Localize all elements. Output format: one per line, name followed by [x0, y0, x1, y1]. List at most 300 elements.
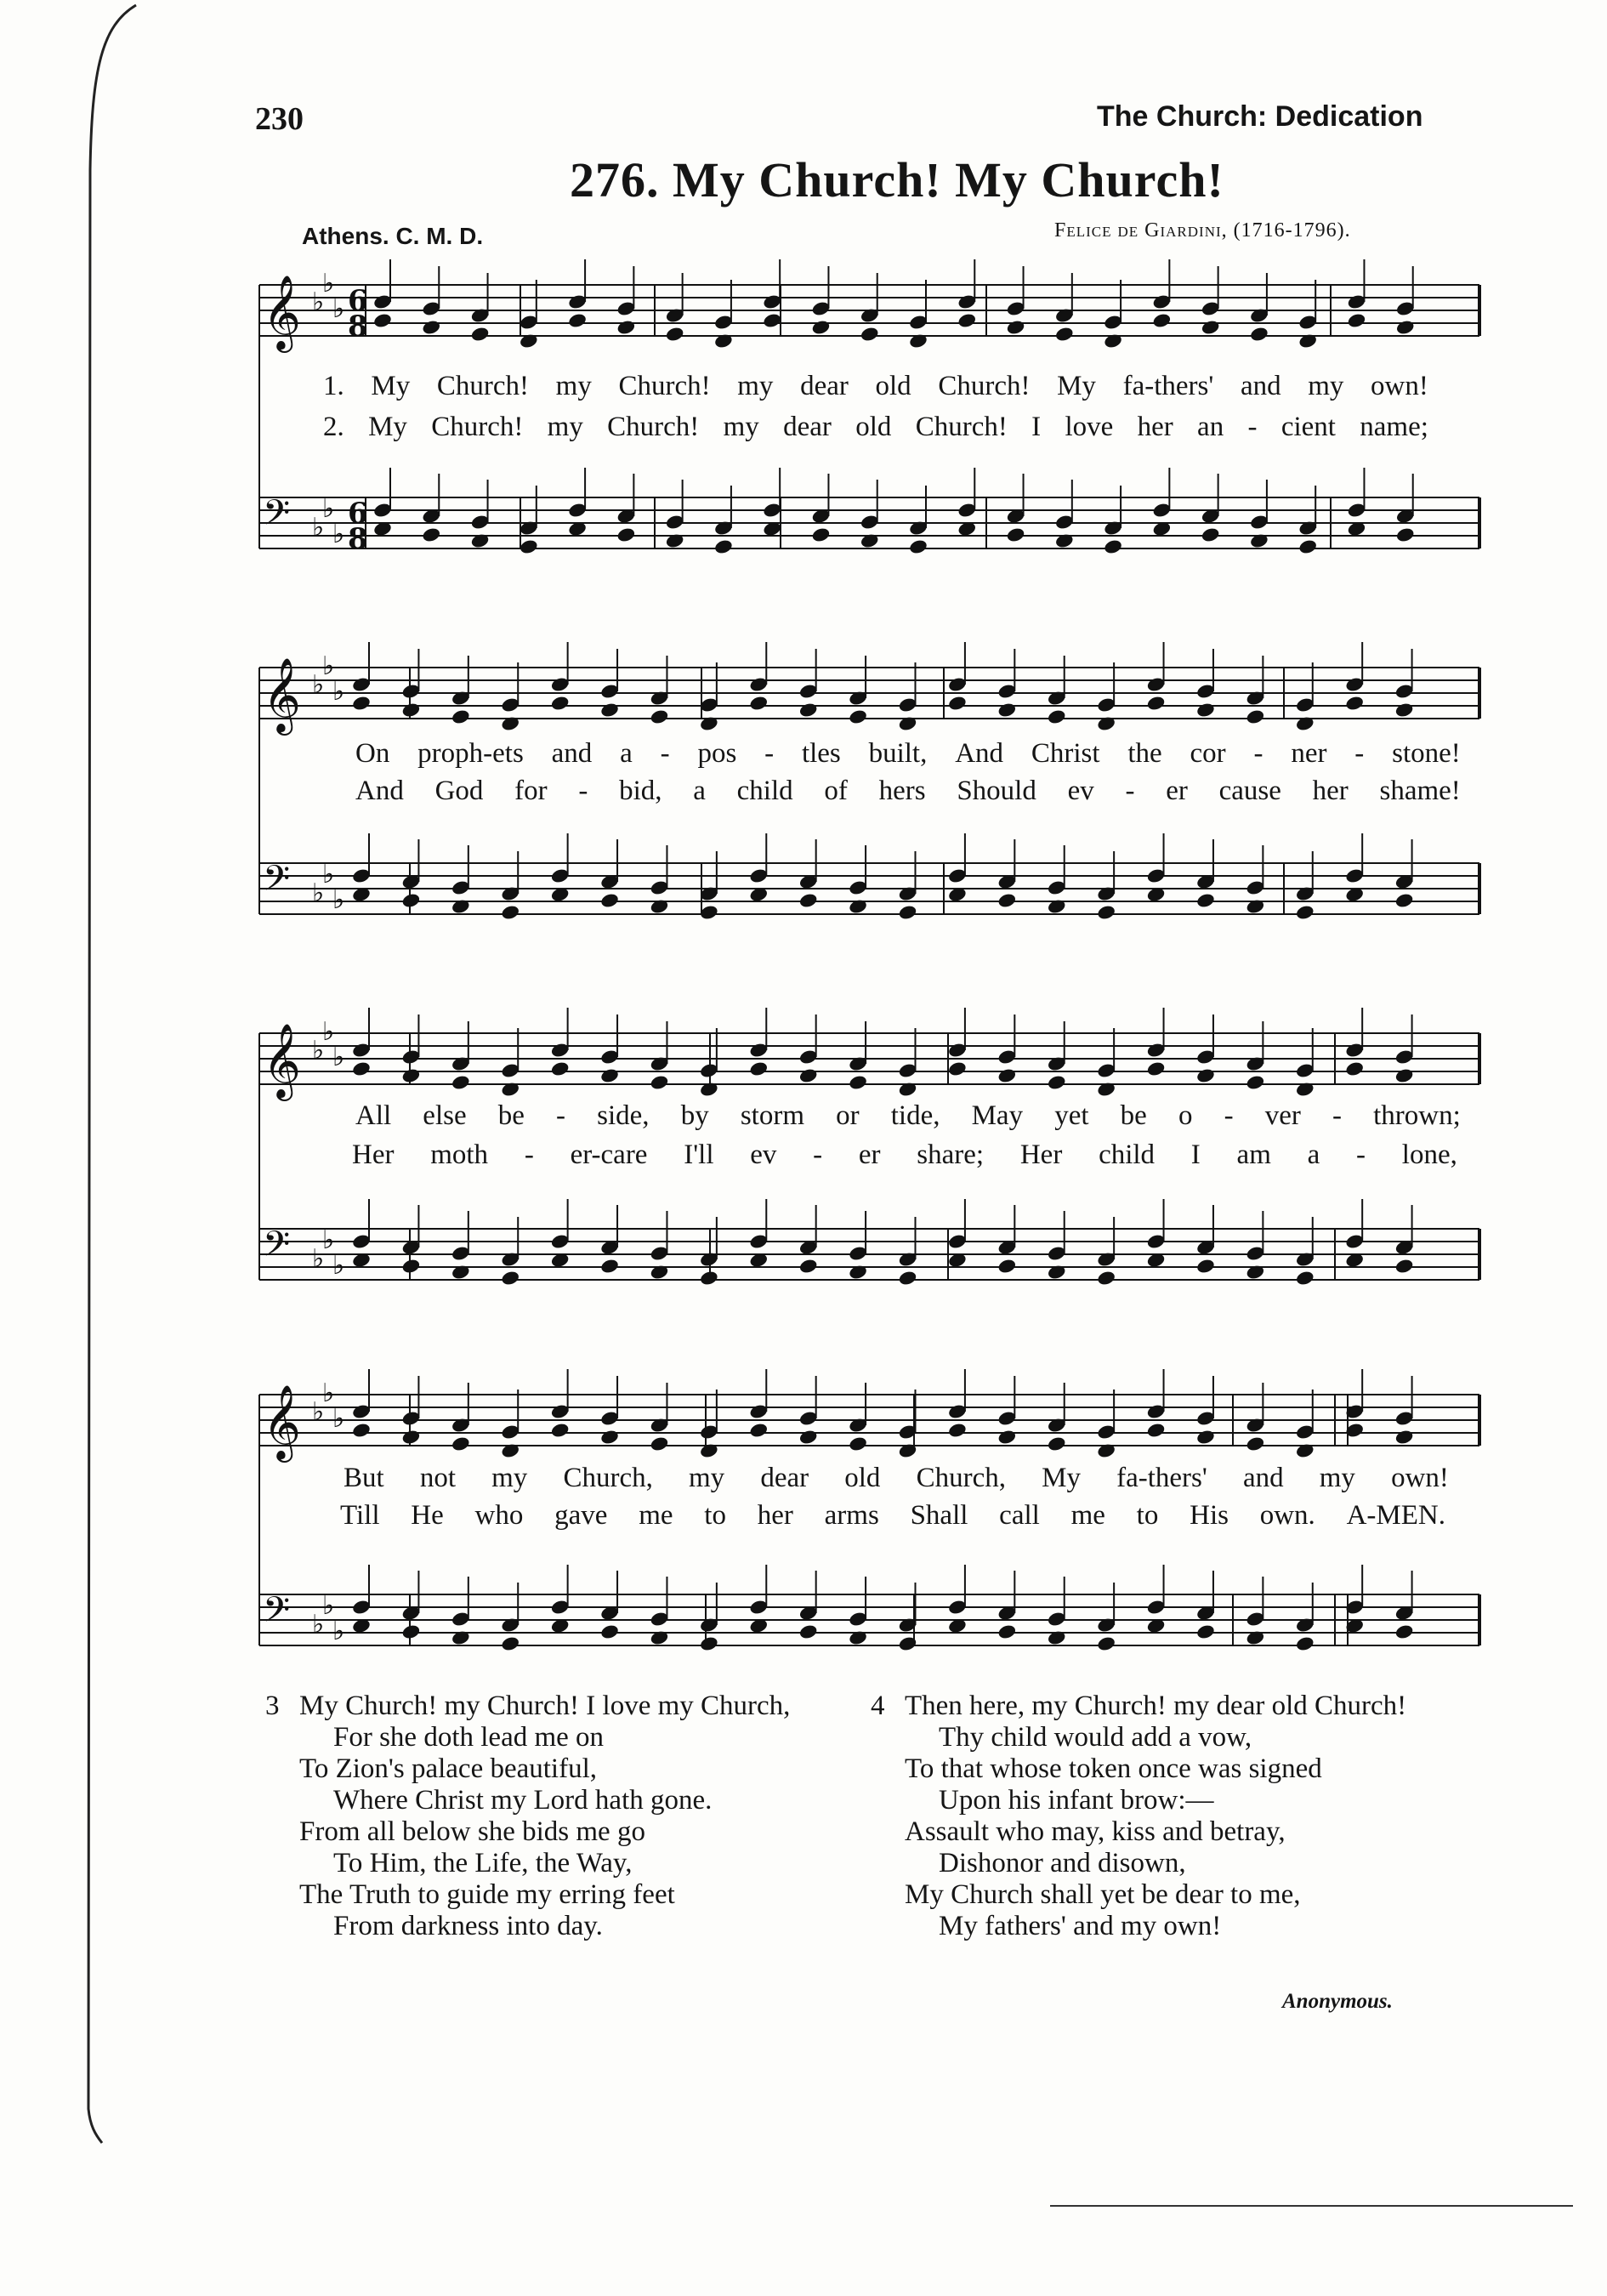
note-head — [1047, 708, 1067, 725]
stanza-line: Then here, my Church! my dear old Church! — [905, 1691, 1407, 1721]
note-head — [1394, 1429, 1415, 1446]
lyric-syllable: - — [1125, 776, 1135, 806]
note-head — [1246, 1435, 1266, 1452]
note-head — [1006, 526, 1026, 543]
note-head — [401, 1067, 422, 1084]
lyric-syllable: On — [355, 738, 390, 769]
lyric-syllable: lone, — [1401, 1139, 1457, 1170]
lyric-syllable: Christ — [1031, 738, 1100, 769]
author-credit: Anonymous. — [1282, 1990, 1393, 2013]
lyric-syllable: proph-ets — [417, 738, 524, 769]
note-head — [1246, 1074, 1266, 1091]
note-head — [748, 695, 769, 712]
lyric-syllable: my — [555, 371, 592, 401]
stanza-line: My Church shall yet be dear to me, — [905, 1879, 1301, 1910]
flat-icon: ♭ — [312, 513, 325, 543]
lyric-syllable: ev — [750, 1139, 777, 1170]
lyric-syllable: own. — [1259, 1500, 1315, 1531]
note-head — [798, 702, 819, 719]
note-head — [401, 1258, 422, 1275]
lyric-syllable: my — [689, 1463, 725, 1493]
lyric-syllable: My — [371, 371, 411, 401]
lyric-syllable: And — [955, 738, 1004, 769]
note-head — [947, 1422, 968, 1439]
lyric-syllable: own! — [1371, 371, 1428, 401]
note-head — [1195, 1258, 1216, 1275]
note-head — [811, 526, 832, 543]
note-head — [898, 904, 918, 921]
note-head — [1096, 1270, 1116, 1287]
lyric-syllable: name; — [1360, 412, 1428, 442]
lyric-syllable: Church! — [618, 371, 711, 401]
lyrics-system-1-verse-2 — [323, 412, 1428, 443]
lyric-syllable: stone! — [1392, 738, 1461, 769]
lyric-syllable: cause — [1218, 776, 1281, 806]
stanza-line: My Church! my Church! I love my Church, — [299, 1691, 791, 1721]
note-head — [451, 1435, 471, 1452]
note-head — [470, 326, 491, 343]
note-head — [1395, 526, 1416, 543]
bass-clef-icon: 𝄢 — [263, 492, 291, 542]
note-head — [1146, 1060, 1167, 1077]
lyric-syllable: gave — [554, 1500, 608, 1531]
flat-icon: ♭ — [332, 520, 345, 549]
lyric-syllable: am — [1236, 1139, 1271, 1170]
lyric-syllable: God — [434, 776, 484, 806]
note-head — [401, 1429, 422, 1446]
lyric-syllable: else — [423, 1100, 467, 1131]
lyric-syllable: shame! — [1379, 776, 1461, 806]
lyric-syllable: yet — [1054, 1100, 1089, 1131]
note-head — [1395, 319, 1416, 336]
bass-clef-icon: 𝄢 — [263, 858, 291, 907]
note-head — [798, 1258, 819, 1275]
note-head — [957, 312, 977, 329]
note-head — [1394, 1623, 1415, 1640]
note-head — [1201, 526, 1221, 543]
lyric-syllable: pos — [697, 738, 737, 769]
lyric-syllable: share; — [917, 1139, 985, 1170]
note-head — [616, 526, 637, 543]
note-head — [500, 904, 520, 921]
stanza-line: To Zion's palace beautiful, — [299, 1753, 598, 1784]
note-head — [351, 1060, 372, 1077]
lyric-syllable: cor — [1190, 738, 1226, 769]
flat-icon: ♭ — [322, 1225, 335, 1255]
flat-icon: ♭ — [322, 1378, 335, 1408]
note-head — [1047, 1074, 1067, 1091]
lyric-syllable: an — [1197, 412, 1224, 442]
lyric-syllable: And — [355, 776, 404, 806]
lyric-syllable: ver — [1264, 1100, 1301, 1131]
lyric-syllable: - — [1253, 738, 1263, 769]
lyric-syllable: my — [547, 412, 583, 442]
note-head — [1096, 904, 1116, 921]
lyric-syllable: - — [660, 738, 670, 769]
lyric-syllable: for — [514, 776, 548, 806]
lyric-syllable: her — [757, 1500, 793, 1531]
lyric-syllable: - — [524, 1139, 534, 1170]
note-head — [798, 1623, 819, 1640]
lyric-syllable: own! — [1391, 1463, 1449, 1493]
page-number: 230 — [255, 101, 304, 137]
note-head — [351, 695, 372, 712]
composer-dates: (1716-1796). — [1233, 219, 1351, 242]
lyric-syllable: o — [1178, 1100, 1193, 1131]
note-head — [860, 326, 880, 343]
note-head — [748, 1060, 769, 1077]
lyric-syllable: old — [855, 412, 892, 442]
flat-icon: ♭ — [312, 1244, 325, 1274]
note-head — [798, 892, 819, 909]
stanza-line: Thy child would add a vow, — [939, 1722, 1252, 1753]
lyric-syllable: cient — [1280, 412, 1336, 442]
flat-icon: ♭ — [322, 1017, 335, 1047]
note-head — [1394, 702, 1415, 719]
lyric-syllable: her — [1137, 412, 1173, 442]
stanza-line: My fathers' and my own! — [939, 1911, 1222, 1941]
note-head — [748, 1422, 769, 1439]
lyric-syllable: the — [1127, 738, 1162, 769]
lyric-syllable: dear — [760, 1463, 809, 1493]
lyric-syllable: bid, — [619, 776, 662, 806]
lyric-syllable: Should — [957, 776, 1036, 806]
note-head — [848, 708, 868, 725]
time-signature-bottom: 8 — [348, 310, 368, 344]
note-head — [997, 1258, 1018, 1275]
note-head — [599, 1258, 620, 1275]
note-head — [898, 1270, 918, 1287]
lyric-syllable: - — [813, 1139, 823, 1170]
time-signature-top: 6 — [348, 497, 368, 531]
lyric-syllable: Church! — [436, 371, 530, 401]
note-head — [1295, 1270, 1315, 1287]
lyric-syllable: - — [764, 738, 775, 769]
lyric-syllable: of — [824, 776, 848, 806]
flat-icon: ♭ — [312, 1610, 325, 1640]
note-head — [550, 695, 571, 712]
lyric-syllable: me — [639, 1500, 673, 1531]
lyrics-system-2-verse-1 — [355, 738, 1461, 770]
note-head — [1249, 326, 1269, 343]
lyric-syllable: 1. — [323, 371, 344, 401]
note-head — [997, 1067, 1018, 1084]
flat-icon: ♭ — [312, 287, 325, 317]
note-head — [599, 892, 620, 909]
lyric-syllable: My — [1042, 1463, 1081, 1493]
lyric-syllable: He — [411, 1500, 444, 1531]
note-head — [699, 1635, 719, 1652]
lyric-syllable: a — [1307, 1139, 1320, 1170]
lyric-syllable: Shall — [910, 1500, 968, 1531]
lyric-syllable: arms — [824, 1500, 879, 1531]
lyric-syllable: moth — [430, 1139, 489, 1170]
lyric-syllable: Till — [340, 1500, 380, 1531]
note-head — [798, 1067, 819, 1084]
lyric-syllable: tles — [801, 738, 841, 769]
lyric-syllable: I — [1031, 412, 1042, 442]
note-head — [1298, 538, 1318, 555]
note-head — [1195, 1623, 1216, 1640]
note-head — [1246, 708, 1266, 725]
flat-icon: ♭ — [312, 878, 325, 908]
flat-icon: ♭ — [322, 494, 335, 524]
lyric-syllable: my — [491, 1463, 528, 1493]
lyric-syllable: - — [1354, 738, 1365, 769]
note-head — [650, 708, 670, 725]
lyric-syllable: er — [1166, 776, 1188, 806]
hymn-title-text: My Church! My Church! — [673, 152, 1224, 207]
lyric-syllable: built, — [868, 738, 928, 769]
lyric-syllable: to — [704, 1500, 726, 1531]
stanza-3 — [299, 1691, 790, 1942]
lyric-syllable: be — [1120, 1100, 1147, 1131]
hymn-number: 276. — [570, 152, 660, 207]
lyric-syllable: not — [419, 1463, 456, 1493]
lyric-syllable: side, — [597, 1100, 650, 1131]
lyric-syllable: and — [551, 738, 593, 769]
lyric-syllable: All — [355, 1100, 392, 1131]
note-head — [500, 1270, 520, 1287]
note-head — [1195, 702, 1216, 719]
note-head — [1394, 892, 1415, 909]
composer-name: Felice de Giardini, — [1054, 219, 1228, 242]
lyric-syllable: child — [1099, 1139, 1156, 1170]
bottom-rule — [1050, 2202, 1577, 2211]
lyric-syllable: My — [1057, 371, 1096, 401]
treble-clef-icon: 𝄞 — [263, 274, 301, 350]
flat-icon: ♭ — [332, 1404, 345, 1434]
lyric-syllable: who — [474, 1500, 524, 1531]
note-head — [1096, 1635, 1116, 1652]
note-head — [500, 1635, 520, 1652]
lyric-syllable: fa-thers' — [1116, 1463, 1207, 1493]
lyric-syllable: my — [1319, 1463, 1355, 1493]
lyric-syllable: Church! — [938, 371, 1031, 401]
note-head — [1347, 312, 1367, 329]
lyric-syllable: - — [1247, 412, 1258, 442]
lyric-syllable: 2. — [323, 412, 344, 442]
stanza-4-number: 4 — [871, 1691, 885, 1721]
lyrics-system-3-verse-1 — [355, 1100, 1461, 1132]
note-head — [599, 1623, 620, 1640]
note-head — [997, 702, 1018, 719]
note-head — [1195, 892, 1216, 909]
lyric-syllable: old — [844, 1463, 881, 1493]
lyric-syllable: storm — [740, 1100, 804, 1131]
stanza-4 — [905, 1691, 1406, 1942]
lyric-syllable: - — [556, 1100, 566, 1131]
section-heading: The Church: Dedication — [1097, 100, 1423, 133]
note-head — [811, 319, 832, 336]
lyric-syllable: fa-thers' — [1122, 371, 1214, 401]
flat-icon: ♭ — [322, 860, 335, 889]
note-head — [401, 702, 422, 719]
note-head — [713, 538, 734, 555]
flat-icon: ♭ — [332, 677, 345, 707]
lyric-syllable: May — [971, 1100, 1024, 1131]
lyric-syllable: and — [1240, 371, 1281, 401]
note-head — [372, 312, 393, 329]
note-head — [1146, 1422, 1167, 1439]
lyric-syllable: call — [999, 1500, 1040, 1531]
note-head — [1006, 319, 1026, 336]
lyrics-system-1-verse-1 — [323, 371, 1428, 402]
note-head — [550, 1060, 571, 1077]
lyric-syllable: hers — [878, 776, 926, 806]
note-head — [1295, 904, 1315, 921]
note-head — [997, 892, 1018, 909]
note-head — [1394, 1067, 1415, 1084]
lyric-syllable: love — [1065, 412, 1114, 442]
stanza-line: From darkness into day. — [333, 1911, 603, 1941]
flat-icon: ♭ — [332, 1043, 345, 1072]
lyric-syllable: by — [680, 1100, 709, 1131]
note-head — [599, 1429, 620, 1446]
lyric-syllable: - — [578, 776, 588, 806]
lyric-syllable: Church, — [563, 1463, 653, 1493]
note-head — [616, 319, 637, 336]
note-head — [599, 702, 620, 719]
stanza-line: Assault who may, kiss and betray, — [905, 1816, 1286, 1847]
note-head — [421, 526, 441, 543]
note-head — [1295, 1635, 1315, 1652]
note-head — [1054, 326, 1075, 343]
lyric-syllable: Church! — [607, 412, 700, 442]
lyric-syllable: His — [1190, 1500, 1229, 1531]
note-head — [1344, 1060, 1365, 1077]
treble-clef-icon: 𝄞 — [263, 1384, 301, 1459]
time-signature-top: 6 — [348, 284, 368, 318]
lyric-syllable: er — [858, 1139, 881, 1170]
flat-icon: ♭ — [332, 1251, 345, 1281]
stanza-line: Dishonor and disown, — [939, 1848, 1186, 1878]
note-head — [848, 1435, 868, 1452]
stanza-line: For she doth lead me on — [333, 1722, 605, 1753]
lyric-syllable: Her — [1019, 1139, 1063, 1170]
flat-icon: ♭ — [312, 1397, 325, 1427]
lyric-syllable: me — [1070, 1500, 1105, 1531]
flat-icon: ♭ — [332, 294, 345, 324]
lyric-syllable: - — [1356, 1139, 1366, 1170]
lyric-syllable: my — [1308, 371, 1344, 401]
lyric-syllable: My — [368, 412, 407, 442]
flat-icon: ♭ — [332, 885, 345, 915]
note-head — [567, 312, 588, 329]
lyric-syllable: Church! — [915, 412, 1008, 442]
note-head — [401, 1623, 422, 1640]
note-head — [908, 538, 928, 555]
note-head — [599, 1067, 620, 1084]
lyric-syllable: old — [875, 371, 911, 401]
flat-icon: ♭ — [332, 1617, 345, 1646]
note-head — [1146, 695, 1167, 712]
flat-icon: ♭ — [312, 670, 325, 700]
lyric-syllable: Church, — [916, 1463, 1006, 1493]
note-head — [451, 1074, 471, 1091]
time-signature-bottom: 8 — [348, 522, 368, 556]
note-head — [1195, 1429, 1216, 1446]
note-head — [519, 538, 539, 555]
stanza-3-number: 3 — [265, 1691, 280, 1721]
note-head — [401, 892, 422, 909]
stanza-line: The Truth to guide my erring feet — [299, 1879, 675, 1910]
lyrics-system-4-verse-1 — [344, 1463, 1449, 1494]
lyric-syllable: or — [836, 1100, 860, 1131]
note-head — [451, 708, 471, 725]
lyric-syllable: her — [1312, 776, 1349, 806]
lyric-syllable: Her — [352, 1139, 395, 1170]
note-head — [762, 312, 782, 329]
lyric-syllable: thrown; — [1373, 1100, 1461, 1131]
lyric-syllable: my — [723, 412, 759, 442]
flat-icon: ♭ — [312, 1036, 325, 1066]
flat-icon: ♭ — [322, 1591, 335, 1621]
note-head — [1344, 695, 1365, 712]
note-head — [997, 1429, 1018, 1446]
note-head — [550, 1422, 571, 1439]
note-head — [421, 319, 441, 336]
note-head — [997, 1623, 1018, 1640]
note-head — [699, 1270, 719, 1287]
flat-icon: ♭ — [322, 651, 335, 681]
lyric-syllable: But — [344, 1463, 384, 1493]
note-head — [1047, 1435, 1067, 1452]
note-head — [1152, 312, 1173, 329]
lyric-syllable: I — [1190, 1139, 1201, 1170]
note-head — [947, 1060, 968, 1077]
note-head — [798, 1429, 819, 1446]
lyrics-system-3-verse-2 — [352, 1139, 1457, 1171]
stanza-line: From all below she bids me go — [299, 1816, 645, 1847]
lyric-syllable: dear — [783, 412, 832, 442]
stanza-line: Where Christ my Lord hath gone. — [333, 1785, 713, 1816]
treble-clef-icon: 𝄞 — [263, 656, 301, 732]
note-head — [1201, 319, 1221, 336]
lyric-syllable: ev — [1067, 776, 1094, 806]
note-head — [1103, 538, 1123, 555]
note-head — [947, 695, 968, 712]
lyric-syllable: a — [693, 776, 706, 806]
bass-clef-icon: 𝄢 — [263, 1589, 291, 1639]
stanza-line: To that whose token once was signed — [905, 1753, 1322, 1784]
lyric-syllable: A-MEN. — [1346, 1500, 1445, 1531]
note-head — [650, 1435, 670, 1452]
lyric-syllable: - — [1332, 1100, 1342, 1131]
lyric-syllable: and — [1242, 1463, 1284, 1493]
lyric-syllable: I'll — [684, 1139, 714, 1170]
lyric-syllable: to — [1136, 1500, 1159, 1531]
note-head — [848, 1074, 868, 1091]
lyric-syllable: child — [736, 776, 793, 806]
note-head — [351, 1422, 372, 1439]
lyric-syllable: tide, — [890, 1100, 940, 1131]
lyric-syllable: my — [737, 371, 774, 401]
lyric-syllable: er-care — [570, 1139, 648, 1170]
bass-clef-icon: 𝄢 — [263, 1224, 291, 1273]
stanza-line: Upon his infant brow:— — [939, 1785, 1214, 1816]
tune-name: Athens. C. M. D. — [302, 223, 484, 249]
lyric-syllable: a — [620, 738, 633, 769]
treble-clef-icon: 𝄞 — [263, 1022, 301, 1098]
note-head — [650, 1074, 670, 1091]
lyrics-system-4-verse-2 — [340, 1500, 1445, 1532]
note-head — [1195, 1067, 1216, 1084]
lyric-syllable: ner — [1291, 738, 1327, 769]
lyric-syllable: Church! — [431, 412, 524, 442]
lyric-syllable: dear — [800, 371, 849, 401]
stanza-line: To Him, the Life, the Way, — [333, 1848, 633, 1878]
